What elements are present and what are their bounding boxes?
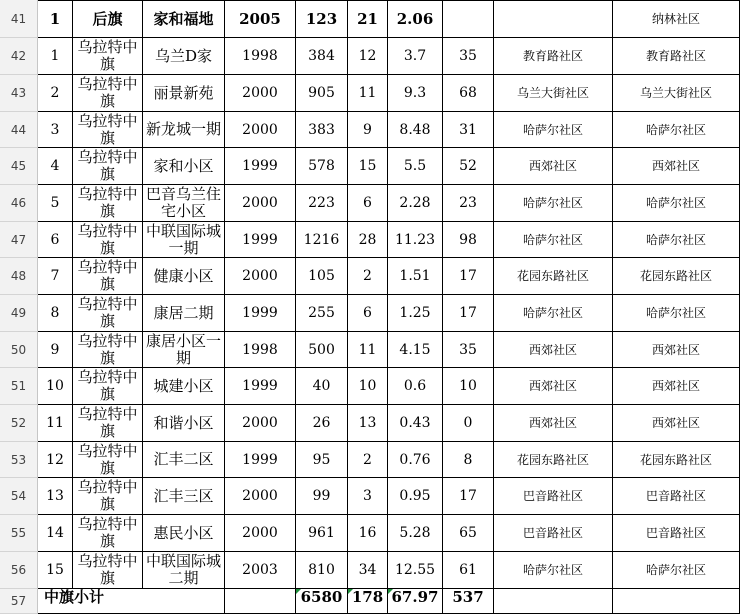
cell-units[interactable]: 68 xyxy=(443,75,494,112)
cell-office2[interactable]: 西郊社区 xyxy=(613,332,740,368)
cell-buildings[interactable]: 6 xyxy=(348,185,388,222)
cell-office2[interactable]: 西郊社区 xyxy=(613,148,740,185)
cell-no[interactable]: 14 xyxy=(38,515,73,552)
cell-households[interactable]: 105 xyxy=(296,258,348,295)
cell-buildings[interactable]: 3 xyxy=(348,478,388,515)
cell-area[interactable]: 0.43 xyxy=(388,405,443,442)
cell-area[interactable]: 12.55 xyxy=(388,552,443,589)
cell-buildings[interactable]: 2 xyxy=(348,442,388,478)
cell-units[interactable]: 65 xyxy=(443,515,494,552)
cell-year[interactable]: 1998 xyxy=(225,38,296,75)
cell-office1[interactable]: 哈萨尔社区 xyxy=(494,222,613,258)
cell-community[interactable]: 中联国际城一期 xyxy=(143,222,225,258)
cell-no[interactable]: 7 xyxy=(38,258,73,295)
row-header[interactable]: 49 xyxy=(0,295,38,332)
cell-office2[interactable]: 纳林社区 xyxy=(613,0,740,38)
formula-indicator-icon xyxy=(388,589,393,594)
subtotal-units-cell[interactable]: 537 xyxy=(443,589,494,614)
cell-area[interactable]: 2.28 xyxy=(388,185,443,222)
cell-year[interactable]: 2000 xyxy=(225,185,296,222)
cell-units[interactable]: 31 xyxy=(443,112,494,148)
cell-area[interactable]: 3.7 xyxy=(388,38,443,75)
cell-households[interactable]: 578 xyxy=(296,148,348,185)
cell-households[interactable]: 500 xyxy=(296,332,348,368)
cell-office1[interactable] xyxy=(494,0,613,38)
cell-no[interactable]: 3 xyxy=(38,112,73,148)
row-header[interactable]: 55 xyxy=(0,515,38,552)
cell-buildings[interactable]: 10 xyxy=(348,368,388,405)
cell-area[interactable]: 9.3 xyxy=(388,75,443,112)
cell-area[interactable]: 5.5 xyxy=(388,148,443,185)
cell-year[interactable]: 1999 xyxy=(225,295,296,332)
row-header[interactable]: 45 xyxy=(0,148,38,185)
cell-year[interactable]: 1999 xyxy=(225,442,296,478)
cell-office2[interactable]: 花园东路社区 xyxy=(613,258,740,295)
cell-office1[interactable]: 哈萨尔社区 xyxy=(494,112,613,148)
cell-office1[interactable]: 花园东路社区 xyxy=(494,442,613,478)
cell-buildings[interactable]: 11 xyxy=(348,332,388,368)
row-header[interactable]: 46 xyxy=(0,185,38,222)
cell-year[interactable]: 2000 xyxy=(225,405,296,442)
cell-area[interactable]: 1.51 xyxy=(388,258,443,295)
cell-community[interactable]: 健康小区 xyxy=(143,258,225,295)
cell-no[interactable]: 11 xyxy=(38,405,73,442)
cell-year[interactable]: 2000 xyxy=(225,515,296,552)
cell-office2[interactable]: 教育路社区 xyxy=(613,38,740,75)
cell-office2[interactable]: 西郊社区 xyxy=(613,368,740,405)
cell-office1[interactable]: 西郊社区 xyxy=(494,405,613,442)
cell-office1[interactable]: 西郊社区 xyxy=(494,332,613,368)
cell-units[interactable]: 35 xyxy=(443,38,494,75)
cell-year[interactable]: 2003 xyxy=(225,552,296,589)
cell-households[interactable]: 255 xyxy=(296,295,348,332)
cell-office2[interactable]: 哈萨尔社区 xyxy=(613,295,740,332)
cell-office2[interactable]: 巴音路社区 xyxy=(613,515,740,552)
cell-year[interactable]: 2000 xyxy=(225,258,296,295)
cell-households[interactable]: 26 xyxy=(296,405,348,442)
cell-area[interactable]: 2.06 xyxy=(388,0,443,38)
cell-buildings[interactable]: 34 xyxy=(348,552,388,589)
cell-no[interactable]: 10 xyxy=(38,368,73,405)
cell-households[interactable]: 40 xyxy=(296,368,348,405)
cell-banner[interactable]: 乌拉特中旗 xyxy=(73,185,143,222)
cell-office2[interactable]: 哈萨尔社区 xyxy=(613,185,740,222)
cell-buildings[interactable]: 13 xyxy=(348,405,388,442)
formula-indicator-icon xyxy=(348,589,353,594)
cell-year[interactable]: 2000 xyxy=(225,478,296,515)
row-header[interactable]: 47 xyxy=(0,222,38,258)
cell-community[interactable]: 康居二期 xyxy=(143,295,225,332)
cell-office1[interactable]: 西郊社区 xyxy=(494,368,613,405)
cell-households[interactable]: 123 xyxy=(296,0,348,38)
row-header[interactable]: 43 xyxy=(0,75,38,112)
cell-buildings[interactable]: 28 xyxy=(348,222,388,258)
cell-no[interactable]: 1 xyxy=(38,38,73,75)
cell-households[interactable]: 223 xyxy=(296,185,348,222)
cell-office1[interactable]: 哈萨尔社区 xyxy=(494,552,613,589)
cell-buildings[interactable]: 12 xyxy=(348,38,388,75)
cell-no[interactable]: 1 xyxy=(38,0,73,38)
cell-year[interactable]: 1999 xyxy=(225,222,296,258)
cell-banner[interactable]: 乌拉特中旗 xyxy=(73,552,143,589)
subtotal-households-cell[interactable]: 6580 xyxy=(296,589,348,614)
cell-units[interactable]: 8 xyxy=(443,442,494,478)
row-header[interactable]: 57 xyxy=(0,589,38,614)
cell-year[interactable]: 1998 xyxy=(225,332,296,368)
cell-households[interactable]: 810 xyxy=(296,552,348,589)
cell-banner[interactable]: 后旗 xyxy=(73,0,143,38)
cell-office1[interactable]: 哈萨尔社区 xyxy=(494,185,613,222)
cell-no[interactable]: 15 xyxy=(38,552,73,589)
cell-units[interactable]: 17 xyxy=(443,258,494,295)
row-header[interactable]: 52 xyxy=(0,405,38,442)
cell-community[interactable]: 新龙城一期 xyxy=(143,112,225,148)
cell-office2[interactable]: 哈萨尔社区 xyxy=(613,222,740,258)
cell-units[interactable]: 35 xyxy=(443,332,494,368)
cell-no[interactable]: 12 xyxy=(38,442,73,478)
cell-year[interactable]: 2005 xyxy=(225,0,296,38)
cell-no[interactable]: 6 xyxy=(38,222,73,258)
cell-office2[interactable]: 哈萨尔社区 xyxy=(613,552,740,589)
cell-area[interactable]: 1.25 xyxy=(388,295,443,332)
cell-office1[interactable]: 西郊社区 xyxy=(494,148,613,185)
cell-community[interactable]: 丽景新苑 xyxy=(143,75,225,112)
cell-office1[interactable]: 巴音路社区 xyxy=(494,478,613,515)
subtotal-label-cell[interactable]: 中旗小计 xyxy=(38,589,225,614)
cell-no[interactable]: 5 xyxy=(38,185,73,222)
cell-office1[interactable]: 哈萨尔社区 xyxy=(494,295,613,332)
cell-office2[interactable] xyxy=(613,589,740,614)
cell-units[interactable]: 98 xyxy=(443,222,494,258)
row-header[interactable]: 51 xyxy=(0,368,38,405)
cell-banner[interactable]: 乌拉特中旗 xyxy=(73,478,143,515)
cell-community[interactable]: 中联国际城二期 xyxy=(143,552,225,589)
cell-households[interactable]: 95 xyxy=(296,442,348,478)
cell-area[interactable]: 0.95 xyxy=(388,478,443,515)
cell-area[interactable]: 0.6 xyxy=(388,368,443,405)
cell-units[interactable]: 10 xyxy=(443,368,494,405)
cell-community[interactable]: 汇丰二区 xyxy=(143,442,225,478)
formula-indicator-icon xyxy=(296,589,301,594)
cell-community[interactable]: 城建小区 xyxy=(143,368,225,405)
subtotal-buildings-cell[interactable]: 178 xyxy=(348,589,388,614)
cell-area[interactable]: 0.76 xyxy=(388,442,443,478)
cell-office1[interactable] xyxy=(494,589,613,614)
cell-community[interactable]: 康居小区一期 xyxy=(143,332,225,368)
cell-buildings[interactable]: 6 xyxy=(348,295,388,332)
cell-buildings[interactable]: 9 xyxy=(348,112,388,148)
cell-households[interactable]: 384 xyxy=(296,38,348,75)
cell-units[interactable] xyxy=(443,0,494,38)
cell-units[interactable]: 17 xyxy=(443,295,494,332)
cell-households[interactable]: 905 xyxy=(296,75,348,112)
row-header[interactable]: 50 xyxy=(0,332,38,368)
cell-buildings[interactable]: 16 xyxy=(348,515,388,552)
cell-units[interactable]: 61 xyxy=(443,552,494,589)
cell-year[interactable]: 1999 xyxy=(225,148,296,185)
cell-buildings[interactable]: 11 xyxy=(348,75,388,112)
cell-units[interactable]: 0 xyxy=(443,405,494,442)
cell-community[interactable]: 汇丰三区 xyxy=(143,478,225,515)
cell-banner[interactable]: 乌拉特中旗 xyxy=(73,295,143,332)
cell-year[interactable]: 2000 xyxy=(225,112,296,148)
cell-no[interactable]: 8 xyxy=(38,295,73,332)
cell-community[interactable]: 家和小区 xyxy=(143,148,225,185)
row-header[interactable]: 41 xyxy=(0,0,38,38)
row-header[interactable]: 54 xyxy=(0,478,38,515)
cell-no[interactable]: 2 xyxy=(38,75,73,112)
cell-office2[interactable]: 哈萨尔社区 xyxy=(613,112,740,148)
cell-office1[interactable]: 乌兰大街社区 xyxy=(494,75,613,112)
cell-area[interactable]: 11.23 xyxy=(388,222,443,258)
cell-office2[interactable]: 西郊社区 xyxy=(613,405,740,442)
cell-banner[interactable]: 乌拉特中旗 xyxy=(73,405,143,442)
cell-units[interactable]: 52 xyxy=(443,148,494,185)
row-header[interactable]: 42 xyxy=(0,38,38,75)
cell-banner[interactable]: 乌拉特中旗 xyxy=(73,148,143,185)
cell-buildings[interactable]: 2 xyxy=(348,258,388,295)
cell-banner[interactable]: 乌拉特中旗 xyxy=(73,75,143,112)
cell-banner[interactable]: 乌拉特中旗 xyxy=(73,515,143,552)
cell-office1[interactable]: 花园东路社区 xyxy=(494,258,613,295)
cell-households[interactable]: 1216 xyxy=(296,222,348,258)
cell-area[interactable]: 5.28 xyxy=(388,515,443,552)
cell-banner[interactable]: 乌拉特中旗 xyxy=(73,258,143,295)
cell-banner[interactable]: 乌拉特中旗 xyxy=(73,38,143,75)
cell-no[interactable]: 4 xyxy=(38,148,73,185)
cell-year[interactable] xyxy=(225,589,296,614)
row-header[interactable]: 44 xyxy=(0,112,38,148)
cell-buildings[interactable]: 21 xyxy=(348,0,388,38)
cell-banner[interactable]: 乌拉特中旗 xyxy=(73,112,143,148)
cell-community[interactable]: 和谐小区 xyxy=(143,405,225,442)
cell-banner[interactable]: 乌拉特中旗 xyxy=(73,222,143,258)
cell-office1[interactable]: 巴音路社区 xyxy=(494,515,613,552)
row-header[interactable]: 56 xyxy=(0,552,38,589)
cell-banner[interactable]: 乌拉特中旗 xyxy=(73,332,143,368)
cell-banner[interactable]: 乌拉特中旗 xyxy=(73,368,143,405)
cell-units[interactable]: 17 xyxy=(443,478,494,515)
cell-community[interactable]: 乌兰D家 xyxy=(143,38,225,75)
cell-banner[interactable]: 乌拉特中旗 xyxy=(73,442,143,478)
cell-buildings[interactable]: 15 xyxy=(348,148,388,185)
cell-office2[interactable]: 乌兰大街社区 xyxy=(613,75,740,112)
cell-units[interactable]: 23 xyxy=(443,185,494,222)
cell-community[interactable]: 巴音乌兰住宅小区 xyxy=(143,185,225,222)
cell-no[interactable]: 13 xyxy=(38,478,73,515)
cell-community[interactable]: 惠民小区 xyxy=(143,515,225,552)
cell-households[interactable]: 99 xyxy=(296,478,348,515)
subtotal-area-cell[interactable]: 67.97 xyxy=(388,589,443,614)
cell-area[interactable]: 4.15 xyxy=(388,332,443,368)
row-header[interactable]: 48 xyxy=(0,258,38,295)
cell-office1[interactable]: 教育路社区 xyxy=(494,38,613,75)
cell-office2[interactable]: 巴音路社区 xyxy=(613,478,740,515)
cell-office2[interactable]: 花园东路社区 xyxy=(613,442,740,478)
cell-community[interactable]: 家和福地 xyxy=(143,0,225,38)
cell-area[interactable]: 8.48 xyxy=(388,112,443,148)
cell-year[interactable]: 2000 xyxy=(225,75,296,112)
cell-year[interactable]: 1999 xyxy=(225,368,296,405)
cell-no[interactable]: 9 xyxy=(38,332,73,368)
cell-households[interactable]: 961 xyxy=(296,515,348,552)
row-header[interactable]: 53 xyxy=(0,442,38,478)
cell-households[interactable]: 383 xyxy=(296,112,348,148)
